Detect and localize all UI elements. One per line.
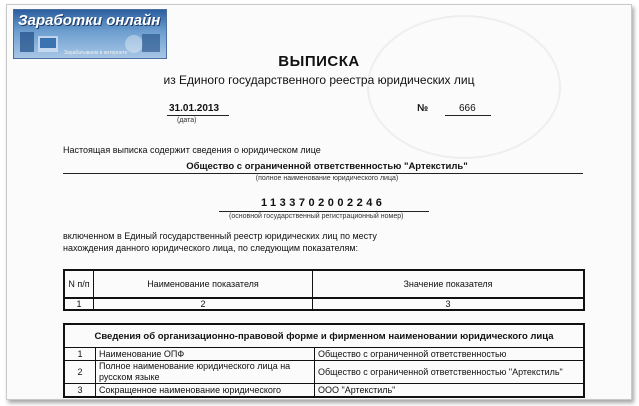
table-number-row bbox=[64, 298, 584, 310]
table-row bbox=[64, 384, 584, 398]
row-number: 2 bbox=[64, 361, 96, 384]
ogrn-number: 1133702002246 bbox=[261, 197, 386, 209]
table-header-row bbox=[64, 270, 584, 298]
row-value: Общество с ограниченной ответственностью bbox=[315, 348, 585, 361]
section-heading-row bbox=[64, 324, 584, 348]
indicator-header-table bbox=[63, 269, 585, 311]
org-name: Общество с ограниченной ответственностью "Артекстиль" bbox=[186, 161, 468, 172]
number-underline bbox=[445, 115, 491, 116]
section-heading: Сведения об организационно-правовой форме и фирменном наименовании юридического лица bbox=[64, 324, 584, 348]
date-underline bbox=[167, 115, 229, 116]
faded-stamp bbox=[367, 15, 561, 159]
extract-date: 31.01.2013 bbox=[169, 103, 220, 114]
table-row bbox=[64, 348, 584, 361]
org-caption: (полное наименование юридического лица) bbox=[255, 175, 399, 182]
header-name: Наименование показателя bbox=[94, 270, 313, 298]
included-text-line2: нахождения данного юридического лица, по следующим показателям: bbox=[63, 243, 359, 253]
row-name: Сокращенное наименование юридического bbox=[96, 384, 315, 398]
logo-text: Заработки онлайн bbox=[18, 12, 161, 29]
header-value: Значение показателя bbox=[313, 270, 585, 298]
ogrn-caption: (основной государственный регистрационный номер) bbox=[229, 213, 404, 220]
org-form-table bbox=[63, 323, 585, 398]
document-title: ВЫПИСКА bbox=[278, 53, 360, 70]
document-subtitle: из Единого государственного реестра юридических лиц bbox=[163, 73, 475, 87]
row-name: Наименование ОПФ bbox=[96, 348, 315, 361]
header-n: N п/п bbox=[64, 270, 94, 298]
logo-tagline: Зарабатываем в интернете bbox=[64, 50, 128, 56]
site-logo[interactable] bbox=[13, 9, 167, 59]
col-number-1: 1 bbox=[64, 298, 94, 310]
row-value: ООО "Артекстиль" bbox=[315, 384, 585, 398]
row-name: Полное наименование юридического лица на русском языке bbox=[96, 361, 315, 384]
included-text-line1: включенном в Единый государственный реестр юридических лиц по месту bbox=[63, 231, 377, 241]
org-underline bbox=[63, 173, 583, 174]
date-caption: (дата) bbox=[177, 117, 197, 124]
table-row bbox=[64, 361, 584, 384]
ogrn-underline bbox=[219, 211, 429, 212]
row-value: Общество с ограниченной ответственностью "Артекстиль" bbox=[315, 361, 585, 384]
extract-number: 666 bbox=[459, 103, 476, 114]
intro-text: Настоящая выписка содержит сведения о юридическом лице bbox=[63, 145, 321, 155]
document-frame bbox=[6, 4, 632, 400]
col-number-3: 3 bbox=[313, 298, 585, 310]
col-number-2: 2 bbox=[94, 298, 313, 310]
row-number: 3 bbox=[64, 384, 96, 398]
number-label: № bbox=[417, 103, 429, 114]
row-number: 1 bbox=[64, 348, 96, 361]
